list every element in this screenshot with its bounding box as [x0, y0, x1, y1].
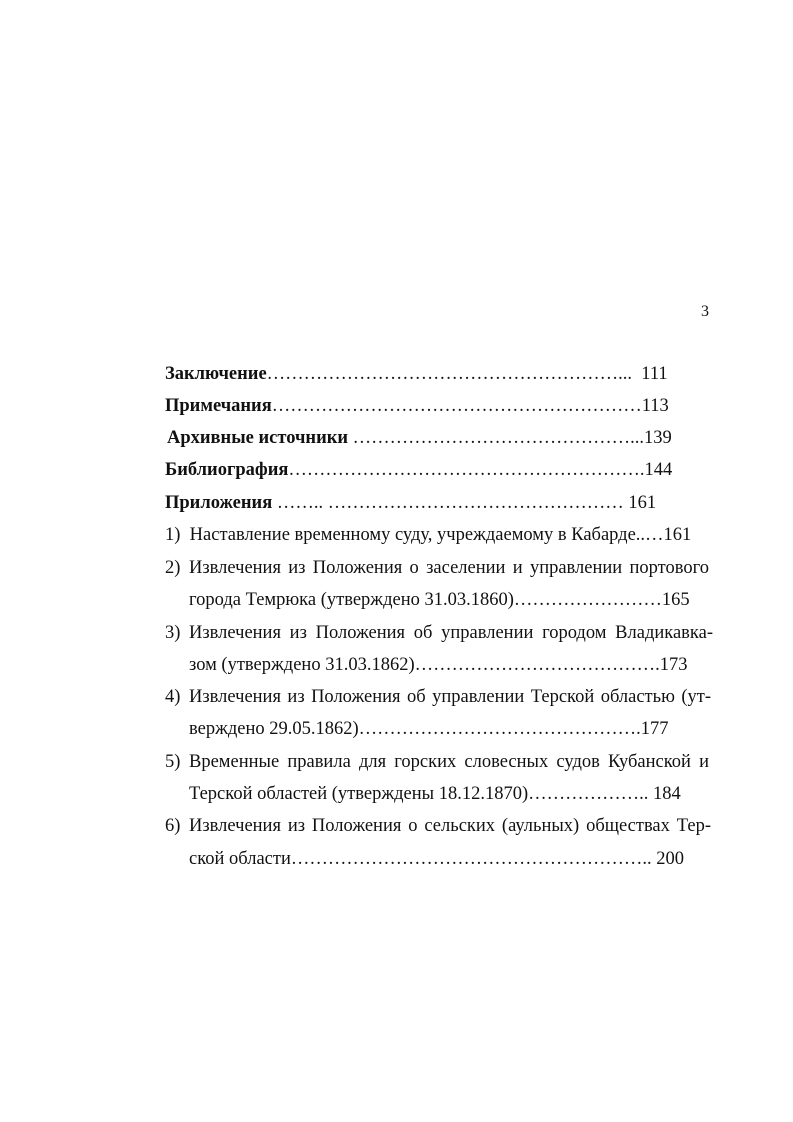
appendix-line-3a: Извлечения из Положения об управлении городом Владикавка-: [189, 623, 713, 643]
appendix-number-2: 2): [165, 558, 181, 578]
appendix-number-6: 6): [165, 816, 181, 836]
toc-entry-page: 139: [644, 428, 672, 448]
toc-entry-title: Примечания: [165, 396, 272, 416]
appendix-line-6a: Извлечения из Положения о сельских (аульных) обществах Тер-: [189, 816, 711, 836]
toc-entry-page: 113: [641, 396, 669, 416]
toc-entry-leader: …….. …………………………………………: [276, 493, 624, 513]
toc-entry-archives: [167, 427, 672, 449]
appendix-item-1: [165, 524, 691, 546]
appendix-number: 1): [165, 525, 181, 545]
toc-entry-leader: ………………………………………………….: [288, 460, 645, 480]
toc-entry-page: 161: [628, 493, 657, 513]
toc-entry-notes: [165, 395, 669, 417]
toc-entry-page: 111: [641, 364, 668, 384]
appendix-line-5b: Терской областей (утверждены 18.12.1870)……………….. 184: [189, 784, 681, 804]
appendix-number-5: 5): [165, 752, 181, 772]
appendix-number-4: 4): [165, 687, 181, 707]
appendix-number-3: 3): [165, 623, 181, 643]
appendix-line: Наставление временному суду, учреждаемому в Кабарде..…161: [189, 525, 692, 545]
appendix-line-6b: ской области………………………………………………….. 200: [189, 849, 685, 869]
toc-entry-leader: …………………………………………………...: [266, 364, 633, 384]
toc-entry-leader: ……………………………………………………: [271, 396, 642, 416]
appendix-line-5a: Временные правила для горских словесных судов Кубанской и: [189, 752, 709, 772]
appendix-line-4a: Извлечения из Положения об управлении Терской областью (ут-: [189, 687, 711, 707]
toc-entry-leader: ………………………………………...: [352, 428, 645, 448]
appendix-line-4b: верждено 29.05.1862)……………………………………….177: [189, 719, 669, 739]
toc-entry-title: Архивные источники: [167, 428, 349, 448]
toc-entry-page: 144: [644, 460, 673, 480]
appendix-line-2b: города Темрюка (утверждено 31.03.1860)……………………165: [189, 590, 690, 610]
appendix-line-2a: Извлечения из Положения о заселении и управлении портового: [189, 558, 709, 578]
toc-entry-appendices: [165, 492, 656, 514]
page-number: 3: [701, 303, 709, 320]
toc-entry-title: Приложения: [165, 493, 273, 513]
toc-entry-conclusion: [165, 363, 668, 385]
toc-entry-title: Библиография: [165, 460, 289, 480]
toc-entry-title: Заключение: [165, 364, 267, 384]
appendix-line-3b: зом (утверждено 31.03.1862)………………………………….173: [189, 655, 688, 675]
toc-entry-bibliography: [165, 459, 672, 481]
